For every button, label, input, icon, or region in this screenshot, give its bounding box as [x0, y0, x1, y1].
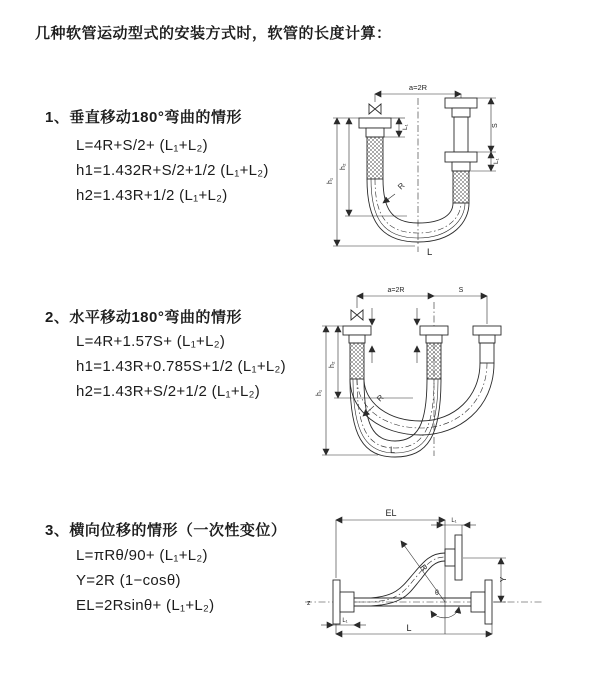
left-flange [333, 580, 340, 624]
dim-s-label: S [492, 123, 499, 128]
section-3-heading: 3、横向位移的情形（一次性变位） [45, 522, 287, 539]
hose-scurve-centerline [354, 557, 445, 602]
right-lower-flange [445, 152, 477, 162]
hose-pos1-outer [350, 379, 441, 457]
dim-h1-label: h₁ [327, 177, 334, 184]
section-1-formula-L: L=4R+S/2+ (L₁+L₂) [76, 137, 208, 154]
valve-icon [351, 310, 363, 320]
right-upper-flange [455, 535, 462, 580]
right-flange-shifted [473, 326, 501, 335]
hose-pos1-centerline [357, 379, 434, 448]
left-braid-section [350, 343, 364, 379]
section-2-heading: 2、水平移动180°弯曲的情形 [45, 309, 242, 326]
diagram-vertical-180-bend [315, 70, 530, 260]
middle-flange [420, 326, 448, 335]
section-2-formula-h2: h2=1.43R+S/2+1/2 (L₁+L₂) [76, 383, 261, 400]
hose-pos2-outer [350, 363, 494, 435]
dim-l1-top-label: L₁ [451, 518, 457, 524]
dim-l1-left-label: L₁ [402, 124, 409, 130]
right-lower-flange [485, 580, 492, 624]
dim-r-label: R [418, 562, 430, 573]
diagram-horizontal-180-bend [308, 278, 543, 463]
dim-l1-left-label: L₁ [342, 618, 348, 624]
dim-h2-label: h₂ [340, 163, 347, 170]
section-3-formula-L: L=πRθ/90+ (L₁+L₂) [76, 547, 208, 564]
dim-a2r-label: a=2R [408, 83, 428, 92]
axis-break-mark: z [307, 600, 311, 607]
dim-s-label: S [458, 287, 464, 294]
dim-l-label: L [406, 623, 412, 633]
dim-h1-label: h₁ [316, 389, 323, 396]
diagram-lateral-displacement [303, 503, 548, 643]
dim-a2r-label: a=2R [387, 287, 405, 294]
dim-l-label: L [427, 247, 433, 258]
page-title: 几种软管运动型式的安装方式时，软管的长度计算： [35, 25, 392, 42]
section-3-formula-Y: Y=2R (1−cosθ) [76, 572, 181, 589]
right-top-flange [445, 98, 477, 108]
dim-y-label: Y [499, 576, 508, 582]
dim-l1-right-label: L₁ [493, 158, 500, 164]
middle-braid-section [427, 343, 441, 379]
section-1-formula-h2: h2=1.43R+1/2 (L₁+L₂) [76, 187, 228, 204]
dim-el-label: EL [385, 508, 397, 518]
hose-pos2-inner [364, 363, 480, 421]
right-braid-section [453, 171, 469, 203]
dim-r-label: R [375, 392, 386, 404]
valve-icon [369, 104, 381, 114]
left-flange [343, 326, 371, 335]
section-2-formula-h1: h1=1.43R+0.785S+1/2 (L₁+L₂) [76, 358, 286, 375]
left-braid-section [367, 137, 383, 179]
dim-r-label: R [396, 180, 407, 192]
hose-scurve-top [354, 553, 445, 598]
dim-l-label: L [390, 445, 396, 455]
section-1-heading: 1、垂直移动180°弯曲的情形 [45, 109, 242, 126]
section-1-formula-h1: h1=1.432R+S/2+1/2 (L₁+L₂) [76, 162, 269, 179]
section-2-formula-L: L=4R+1.57S+ (L₁+L₂) [76, 333, 226, 350]
left-flange [359, 118, 391, 128]
dim-theta-label: θ [435, 590, 439, 597]
dim-h2-label: h₂ [329, 361, 336, 368]
section-3-formula-EL: EL=2Rsinθ+ (L₁+L₂) [76, 597, 215, 614]
